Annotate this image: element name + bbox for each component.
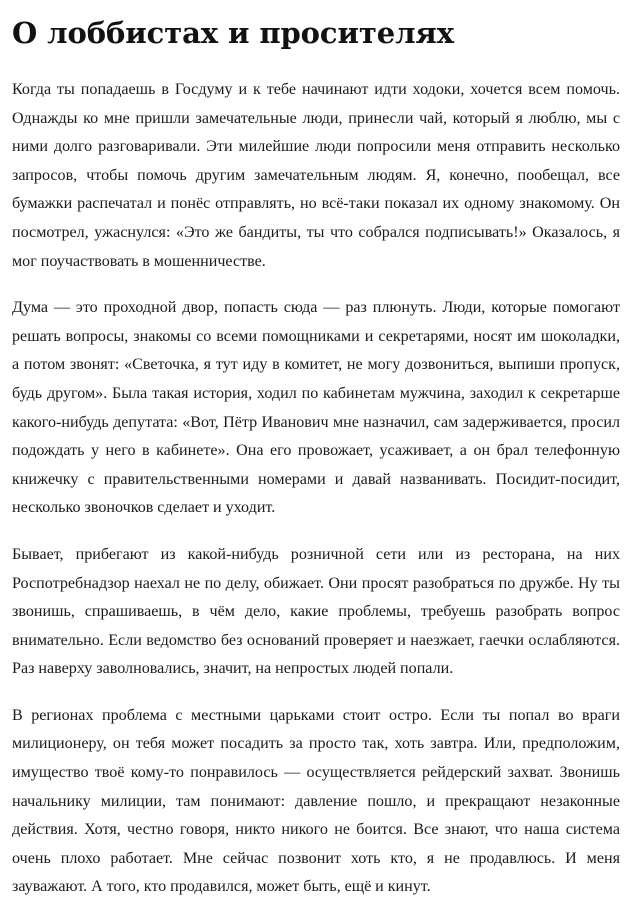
article-paragraph-4: В регионах проблема с местными царьками стоит остро. Если ты попал во враги милиционеру, он тебя может посадить за просто так, хоть завтра. Или, предположим, имущество твоё кому-то понравилось — осуществляется рейдерский захват. Звонишь начальнику милиции, там понимают: давление пошло, и прекращают незаконные действия. Хотя, честно говоря, никто никого не боится. Все знают, что наша система очень плохо работает. Мне сейчас позвонит хоть кто, я не продавлюсь. И меня зауважают. А того, кто продавился, может быть, ещё и кинут. (12, 706, 620, 896)
article-paragraph-3: Бывает, прибегают из какой-нибудь розничной сети или из ресторана, на них Роспотребнадзор наехал не по делу, обижает. Они просят разобраться по дружбе. Ну ты звонишь, спрашиваешь, в чём дело, какие проблемы, требуешь разобрать вопрос внимательно. Если ведомство без оснований проверяет и наезжает, гаечки ослабляются. Раз наверху заволновались, значит, на непростых людей попали. (12, 545, 620, 678)
article-paragraph-1: Когда ты попадаешь в Госдуму и к тебе начинают идти ходоки, хочется всем помочь. Однажды ко мне пришли замечательные люди, принесли чай, который я люблю, мы с ними долго разговаривали. Эти милейшие люди попросили меня отправить несколько запросов, чтобы помочь другим замечательным людям. Я, конечно, пообещал, все бумажки распечатал и понёс отправлять, но всё-таки показал их одному знакомому. Он посмотрел, ужаснулся: «Это же бандиты, ты что собрался подписывать!» Оказалось, я мог поучаствовать в мошенничестве. (12, 81, 620, 270)
article-body (12, 50, 620, 902)
article-paragraph-2: Дума — это проходной двор, попасть сюда — раз плюнуть. Люди, которые помогают решать вопросы, знакомы со всеми помощниками и секретарями, носят им шоколадки, а потом звонят: «Светочка, я тут иду в комитет, не могу дозвониться, выпиши пропуск, будь другом». Была такая история, ходил по кабинетам мужчина, заходил к секретарше какого-нибудь депутата: «Вот, Пётр Иванович мне назначил, сам задерживается, просил подождать у него в кабинете». Она его провожает, усаживает, а он брал телефонную книжечку с правительственными номерами и давай названивать. Посидит-посидит, несколько звоночков сделает и уходит. (12, 299, 620, 517)
page-title: О лоббистах и просителях (12, 16, 454, 50)
